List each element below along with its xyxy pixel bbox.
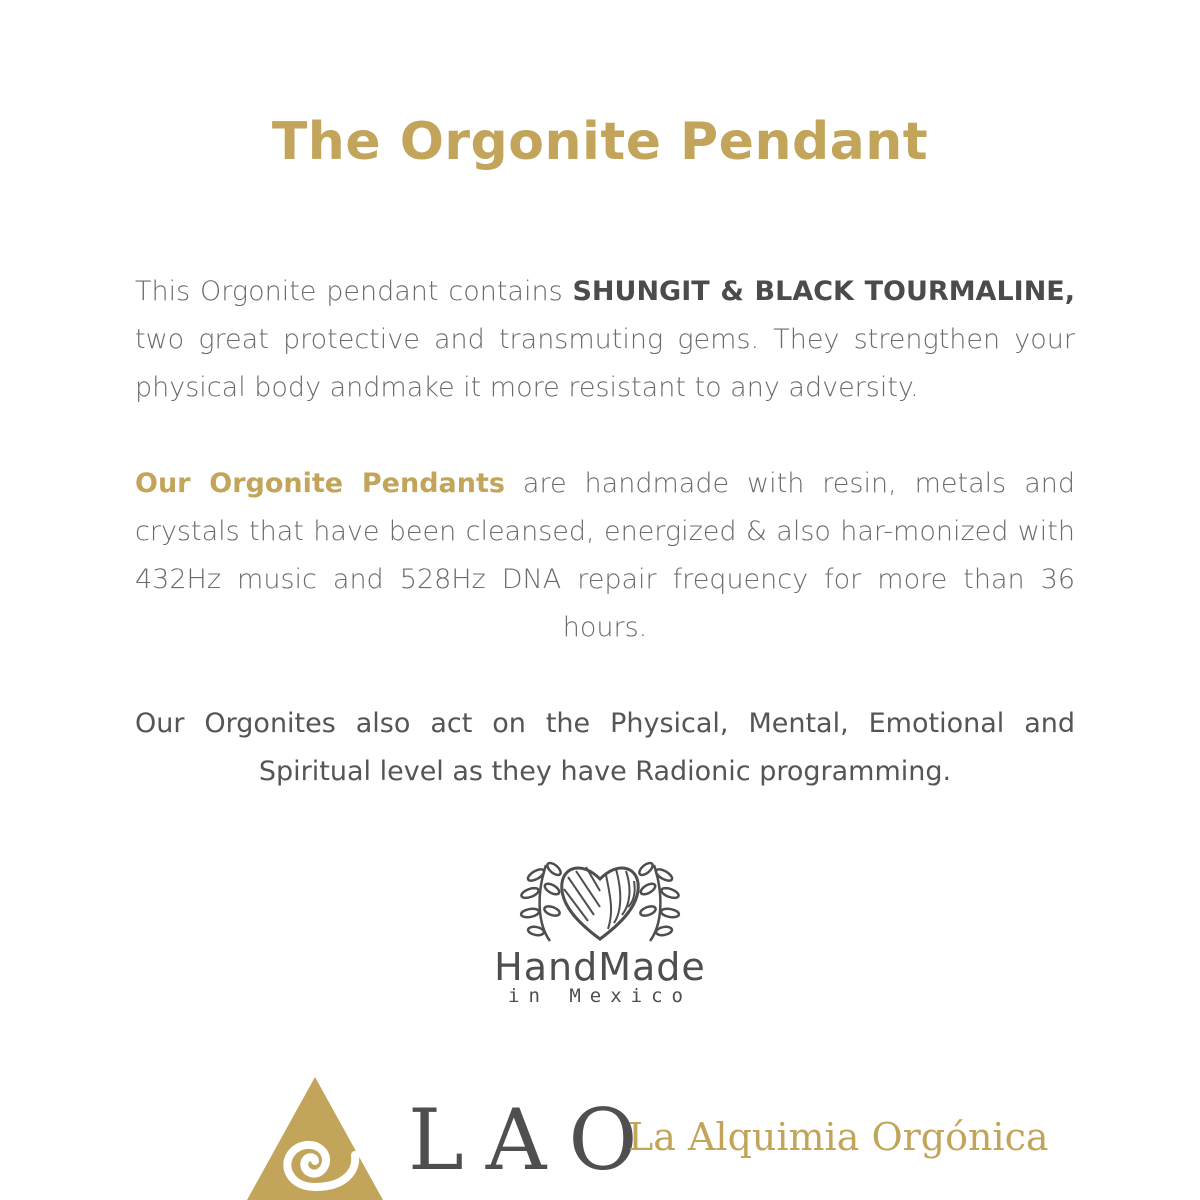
brand-short-name: LAO bbox=[408, 1091, 660, 1189]
page-title: The Orgonite Pendant bbox=[271, 112, 929, 172]
triangle-spiral-icon bbox=[245, 1075, 385, 1200]
brand-full-name: La Alquimia Orgónica bbox=[628, 1115, 1049, 1159]
paragraph-handmade bbox=[135, 460, 1075, 652]
paragraph-handmade-rest: are handmade with resin, metals and crystals that have been cleansed, energized & also har-monized with 432Hz music and 528Hz DNA repair frequency for more than 36 hours. bbox=[135, 468, 1075, 643]
paragraph-gems-intro: This Orgonite pendant contains bbox=[135, 276, 573, 307]
paragraph-gems-rest: two great protective and transmuting gems. They strengthen your physical body andmake it more resistant to any adversity. bbox=[135, 324, 1075, 403]
heart-with-laurels-icon bbox=[510, 855, 690, 945]
pendants-highlight: Our Orgonite Pendants bbox=[135, 468, 505, 499]
paragraph-radionic: Our Orgonites also act on the Physical, Mental, Emotional and Spiritual level as they have Radionic programming. bbox=[135, 708, 1075, 787]
paragraph-gems bbox=[135, 268, 1075, 412]
handmade-badge bbox=[480, 855, 720, 1015]
handmade-word: HandMade bbox=[494, 945, 706, 989]
handmade-origin: in Mexico bbox=[508, 985, 692, 1007]
gems-highlight: SHUNGIT & BLACK TOURMALINE, bbox=[572, 276, 1076, 307]
